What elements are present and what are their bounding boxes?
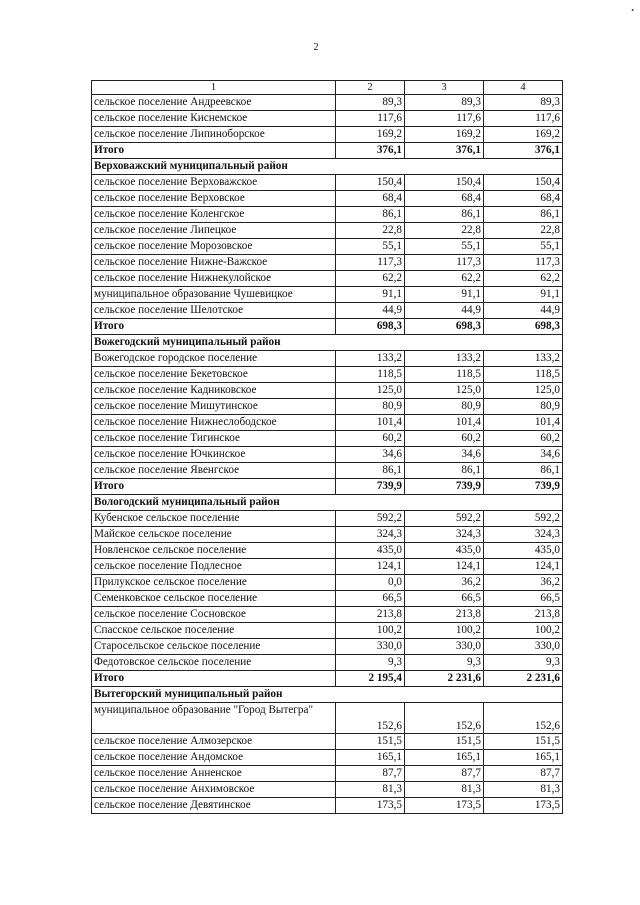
settlement-name: сельское поселение Липиноборское — [92, 127, 336, 143]
amount-cell-col4: 60,2 — [484, 431, 563, 447]
amount-cell-col2: 165,1 — [336, 750, 405, 766]
table-row — [92, 447, 563, 463]
settlement-name: сельское поселение Андреевское — [92, 95, 336, 111]
amount-cell-col4: 151,5 — [484, 734, 563, 750]
amount-cell-col4: 2 231,6 — [484, 671, 563, 687]
amount-cell-col2: 150,4 — [336, 175, 405, 191]
amount-cell-col3: 330,0 — [405, 639, 484, 655]
table-row — [92, 383, 563, 399]
amount-cell-col2: 87,7 — [336, 766, 405, 782]
amount-cell-col2: 22,8 — [336, 223, 405, 239]
amount-cell-col2: 133,2 — [336, 351, 405, 367]
settlement-name: сельское поселение Подлесное — [92, 559, 336, 575]
amount-cell-col3: 100,2 — [405, 623, 484, 639]
amount-cell-col3: 55,1 — [405, 239, 484, 255]
settlement-name: Старосельское сельское поселение — [92, 639, 336, 655]
table-row — [92, 111, 563, 127]
amount-cell-col4: 376,1 — [484, 143, 563, 159]
amount-cell-col3: 125,0 — [405, 383, 484, 399]
amount-cell-col2: 324,3 — [336, 527, 405, 543]
amount-cell-col3: 698,3 — [405, 319, 484, 335]
amount-cell-col2: 60,2 — [336, 431, 405, 447]
settlement-name: сельское поселение Мишутинское — [92, 399, 336, 415]
table-row — [92, 191, 563, 207]
amount-cell-col2: 9,3 — [336, 655, 405, 671]
amount-cell-col3: 117,3 — [405, 255, 484, 271]
settlement-name: Семенковское сельское поселение — [92, 591, 336, 607]
district-name: Верховажский муниципальный район — [92, 159, 563, 175]
amount-cell-col4: 739,9 — [484, 479, 563, 495]
amount-cell-col3: 152,6 — [405, 703, 484, 734]
settlement-name: сельское поселение Коленгское — [92, 207, 336, 223]
amount-cell-col2: 91,1 — [336, 287, 405, 303]
amount-cell-col3: 213,8 — [405, 607, 484, 623]
amount-cell-col3: 165,1 — [405, 750, 484, 766]
settlement-name: Спасское сельское поселение — [92, 623, 336, 639]
amount-cell-col4: 173,5 — [484, 798, 563, 814]
table-row — [92, 798, 563, 814]
table-row — [92, 255, 563, 271]
amount-cell-col2: 44,9 — [336, 303, 405, 319]
total-label: Итого — [92, 319, 336, 335]
amount-cell-col3: 34,6 — [405, 447, 484, 463]
amount-cell-col4: 125,0 — [484, 383, 563, 399]
district-header-row — [92, 159, 563, 175]
amount-cell-col3: 44,9 — [405, 303, 484, 319]
table-row — [92, 607, 563, 623]
amount-cell-col3: 91,1 — [405, 287, 484, 303]
amount-cell-col3: 592,2 — [405, 511, 484, 527]
total-label: Итого — [92, 479, 336, 495]
amount-cell-col4: 117,6 — [484, 111, 563, 127]
amount-cell-col3: 89,3 — [405, 95, 484, 111]
total-row — [92, 479, 563, 495]
settlement-name: сельское поселение Морозовское — [92, 239, 336, 255]
amount-cell-col4: 34,6 — [484, 447, 563, 463]
amount-cell-col4: 91,1 — [484, 287, 563, 303]
amount-cell-col3: 87,7 — [405, 766, 484, 782]
amount-cell-col2: 151,5 — [336, 734, 405, 750]
amount-cell-col3: 739,9 — [405, 479, 484, 495]
amount-cell-col2: 213,8 — [336, 607, 405, 623]
amount-cell-col2: 117,3 — [336, 255, 405, 271]
amount-cell-col3: 36,2 — [405, 575, 484, 591]
amount-cell-col4: 133,2 — [484, 351, 563, 367]
table-row — [92, 782, 563, 798]
settlement-name: Новленское сельское поселение — [92, 543, 336, 559]
amount-cell-col2: 86,1 — [336, 207, 405, 223]
district-header-row — [92, 495, 563, 511]
amount-cell-col3: 80,9 — [405, 399, 484, 415]
table-row — [92, 591, 563, 607]
amount-cell-col3: 117,6 — [405, 111, 484, 127]
page-number: 2 — [313, 42, 319, 53]
amount-cell-col4: 169,2 — [484, 127, 563, 143]
amount-cell-col2: 124,1 — [336, 559, 405, 575]
table-row — [92, 223, 563, 239]
settlement-name: Федотовское сельское поселение — [92, 655, 336, 671]
settlement-name: сельское поселение Нижнекулойское — [92, 271, 336, 287]
amount-cell-col3: 86,1 — [405, 207, 484, 223]
amount-cell-col3: 173,5 — [405, 798, 484, 814]
settlement-name: сельское поселение Бекетовское — [92, 367, 336, 383]
amount-cell-col2: 2 195,4 — [336, 671, 405, 687]
table-row — [92, 239, 563, 255]
amount-cell-col2: 55,1 — [336, 239, 405, 255]
amount-cell-col3: 133,2 — [405, 351, 484, 367]
amount-cell-col4: 22,8 — [484, 223, 563, 239]
table-row — [92, 127, 563, 143]
amount-cell-col2: 100,2 — [336, 623, 405, 639]
settlement-name: сельское поселение Анхимовское — [92, 782, 336, 798]
amount-cell-col4: 62,2 — [484, 271, 563, 287]
settlement-name: сельское поселение Шелотское — [92, 303, 336, 319]
amount-cell-col3: 62,2 — [405, 271, 484, 287]
amount-cell-col3: 66,5 — [405, 591, 484, 607]
table-row — [92, 559, 563, 575]
total-row — [92, 319, 563, 335]
amount-cell-col4: 68,4 — [484, 191, 563, 207]
corner-mark: • — [631, 6, 634, 15]
total-row — [92, 143, 563, 159]
amount-cell-col2: 152,6 — [336, 703, 405, 734]
amount-cell-col4: 150,4 — [484, 175, 563, 191]
district-name: Вытегорский муниципальный район — [92, 687, 563, 703]
amount-cell-col2: 81,3 — [336, 782, 405, 798]
district-header-row — [92, 687, 563, 703]
amount-cell-col4: 89,3 — [484, 95, 563, 111]
amount-cell-col3: 435,0 — [405, 543, 484, 559]
amount-cell-col2: 101,4 — [336, 415, 405, 431]
settlement-name: Майское сельское поселение — [92, 527, 336, 543]
amount-cell-col2: 592,2 — [336, 511, 405, 527]
settlement-name: Вожегодское городское поселение — [92, 351, 336, 367]
amount-cell-col2: 0,0 — [336, 575, 405, 591]
amount-cell-col4: 124,1 — [484, 559, 563, 575]
column-number: 3 — [405, 81, 484, 95]
amount-cell-col3: 9,3 — [405, 655, 484, 671]
table-row — [92, 415, 563, 431]
amount-cell-col2: 68,4 — [336, 191, 405, 207]
table-row — [92, 175, 563, 191]
amount-cell-col2: 330,0 — [336, 639, 405, 655]
settlement-name: сельское поселение Анненское — [92, 766, 336, 782]
district-name: Вожегодский муниципальный район — [92, 335, 563, 351]
amount-cell-col4: 152,6 — [484, 703, 563, 734]
amount-cell-col2: 739,9 — [336, 479, 405, 495]
amount-cell-col4: 165,1 — [484, 750, 563, 766]
table-row — [92, 463, 563, 479]
amount-cell-col4: 101,4 — [484, 415, 563, 431]
amount-cell-col4: 100,2 — [484, 623, 563, 639]
table-row — [92, 287, 563, 303]
amount-cell-col3: 376,1 — [405, 143, 484, 159]
table-row — [92, 575, 563, 591]
budget-table — [91, 80, 563, 814]
amount-cell-col2: 89,3 — [336, 95, 405, 111]
amount-cell-col3: 68,4 — [405, 191, 484, 207]
table-row — [92, 543, 563, 559]
amount-cell-col2: 118,5 — [336, 367, 405, 383]
settlement-name: сельское поселение Явенгское — [92, 463, 336, 479]
settlement-name: сельское поселение Верховское — [92, 191, 336, 207]
amount-cell-col2: 435,0 — [336, 543, 405, 559]
amount-cell-col4: 435,0 — [484, 543, 563, 559]
amount-cell-col4: 80,9 — [484, 399, 563, 415]
table-row — [92, 351, 563, 367]
district-name: Вологодский муниципальный район — [92, 495, 563, 511]
table-row — [92, 639, 563, 655]
column-number: 1 — [92, 81, 336, 95]
settlement-name: сельское поселение Тигинское — [92, 431, 336, 447]
amount-cell-col4: 330,0 — [484, 639, 563, 655]
settlement-name: Прилукское сельское поселение — [92, 575, 336, 591]
amount-cell-col3: 86,1 — [405, 463, 484, 479]
amount-cell-col2: 169,2 — [336, 127, 405, 143]
amount-cell-col3: 2 231,6 — [405, 671, 484, 687]
total-row — [92, 671, 563, 687]
settlement-name: сельское поселение Сосновское — [92, 607, 336, 623]
settlement-name: муниципальное образование "Город Вытегра" — [92, 703, 336, 734]
settlement-name: сельское поселение Алмозерское — [92, 734, 336, 750]
settlement-name: сельское поселение Липецкое — [92, 223, 336, 239]
settlement-name: сельское поселение Девятинское — [92, 798, 336, 814]
table-row — [92, 703, 563, 734]
total-label: Итого — [92, 143, 336, 159]
amount-cell-col4: 698,3 — [484, 319, 563, 335]
amount-cell-col4: 55,1 — [484, 239, 563, 255]
district-header-row — [92, 335, 563, 351]
table-row — [92, 527, 563, 543]
table-row — [92, 766, 563, 782]
amount-cell-col4: 117,3 — [484, 255, 563, 271]
table-row — [92, 303, 563, 319]
settlement-name: сельское поселение Кадниковское — [92, 383, 336, 399]
amount-cell-col4: 81,3 — [484, 782, 563, 798]
amount-cell-col2: 62,2 — [336, 271, 405, 287]
table-row — [92, 750, 563, 766]
amount-cell-col4: 324,3 — [484, 527, 563, 543]
amount-cell-col2: 125,0 — [336, 383, 405, 399]
table-row — [92, 207, 563, 223]
amount-cell-col2: 117,6 — [336, 111, 405, 127]
column-number: 4 — [484, 81, 563, 95]
table-row — [92, 431, 563, 447]
amount-cell-col4: 592,2 — [484, 511, 563, 527]
amount-cell-col2: 698,3 — [336, 319, 405, 335]
amount-cell-col3: 101,4 — [405, 415, 484, 431]
settlement-name: сельское поселение Нижне-Важское — [92, 255, 336, 271]
amount-cell-col4: 118,5 — [484, 367, 563, 383]
column-number-row — [92, 81, 563, 95]
table-row — [92, 399, 563, 415]
amount-cell-col4: 87,7 — [484, 766, 563, 782]
amount-cell-col4: 86,1 — [484, 207, 563, 223]
settlement-name: сельское поселение Андомское — [92, 750, 336, 766]
table-row — [92, 655, 563, 671]
amount-cell-col2: 34,6 — [336, 447, 405, 463]
settlement-name: муниципальное образование Чушевицкое — [92, 287, 336, 303]
table-row — [92, 623, 563, 639]
amount-cell-col3: 22,8 — [405, 223, 484, 239]
settlement-name: сельское поселение Нижнеслободское — [92, 415, 336, 431]
amount-cell-col3: 150,4 — [405, 175, 484, 191]
settlement-name: сельское поселение Верховажское — [92, 175, 336, 191]
amount-cell-col4: 66,5 — [484, 591, 563, 607]
amount-cell-col2: 86,1 — [336, 463, 405, 479]
amount-cell-col3: 124,1 — [405, 559, 484, 575]
settlement-name: сельское поселение Киснемское — [92, 111, 336, 127]
amount-cell-col4: 9,3 — [484, 655, 563, 671]
amount-cell-col4: 44,9 — [484, 303, 563, 319]
table-row — [92, 511, 563, 527]
amount-cell-col3: 169,2 — [405, 127, 484, 143]
column-number: 2 — [336, 81, 405, 95]
amount-cell-col3: 118,5 — [405, 367, 484, 383]
amount-cell-col3: 60,2 — [405, 431, 484, 447]
table-row — [92, 271, 563, 287]
amount-cell-col4: 36,2 — [484, 575, 563, 591]
table-row — [92, 95, 563, 111]
amount-cell-col2: 376,1 — [336, 143, 405, 159]
amount-cell-col3: 151,5 — [405, 734, 484, 750]
amount-cell-col2: 80,9 — [336, 399, 405, 415]
amount-cell-col2: 173,5 — [336, 798, 405, 814]
amount-cell-col3: 81,3 — [405, 782, 484, 798]
table-row — [92, 734, 563, 750]
settlement-name: Кубенское сельское поселение — [92, 511, 336, 527]
amount-cell-col2: 66,5 — [336, 591, 405, 607]
amount-cell-col4: 213,8 — [484, 607, 563, 623]
amount-cell-col3: 324,3 — [405, 527, 484, 543]
table-row — [92, 367, 563, 383]
amount-cell-col4: 86,1 — [484, 463, 563, 479]
settlement-name: сельское поселение Ючкинское — [92, 447, 336, 463]
total-label: Итого — [92, 671, 336, 687]
